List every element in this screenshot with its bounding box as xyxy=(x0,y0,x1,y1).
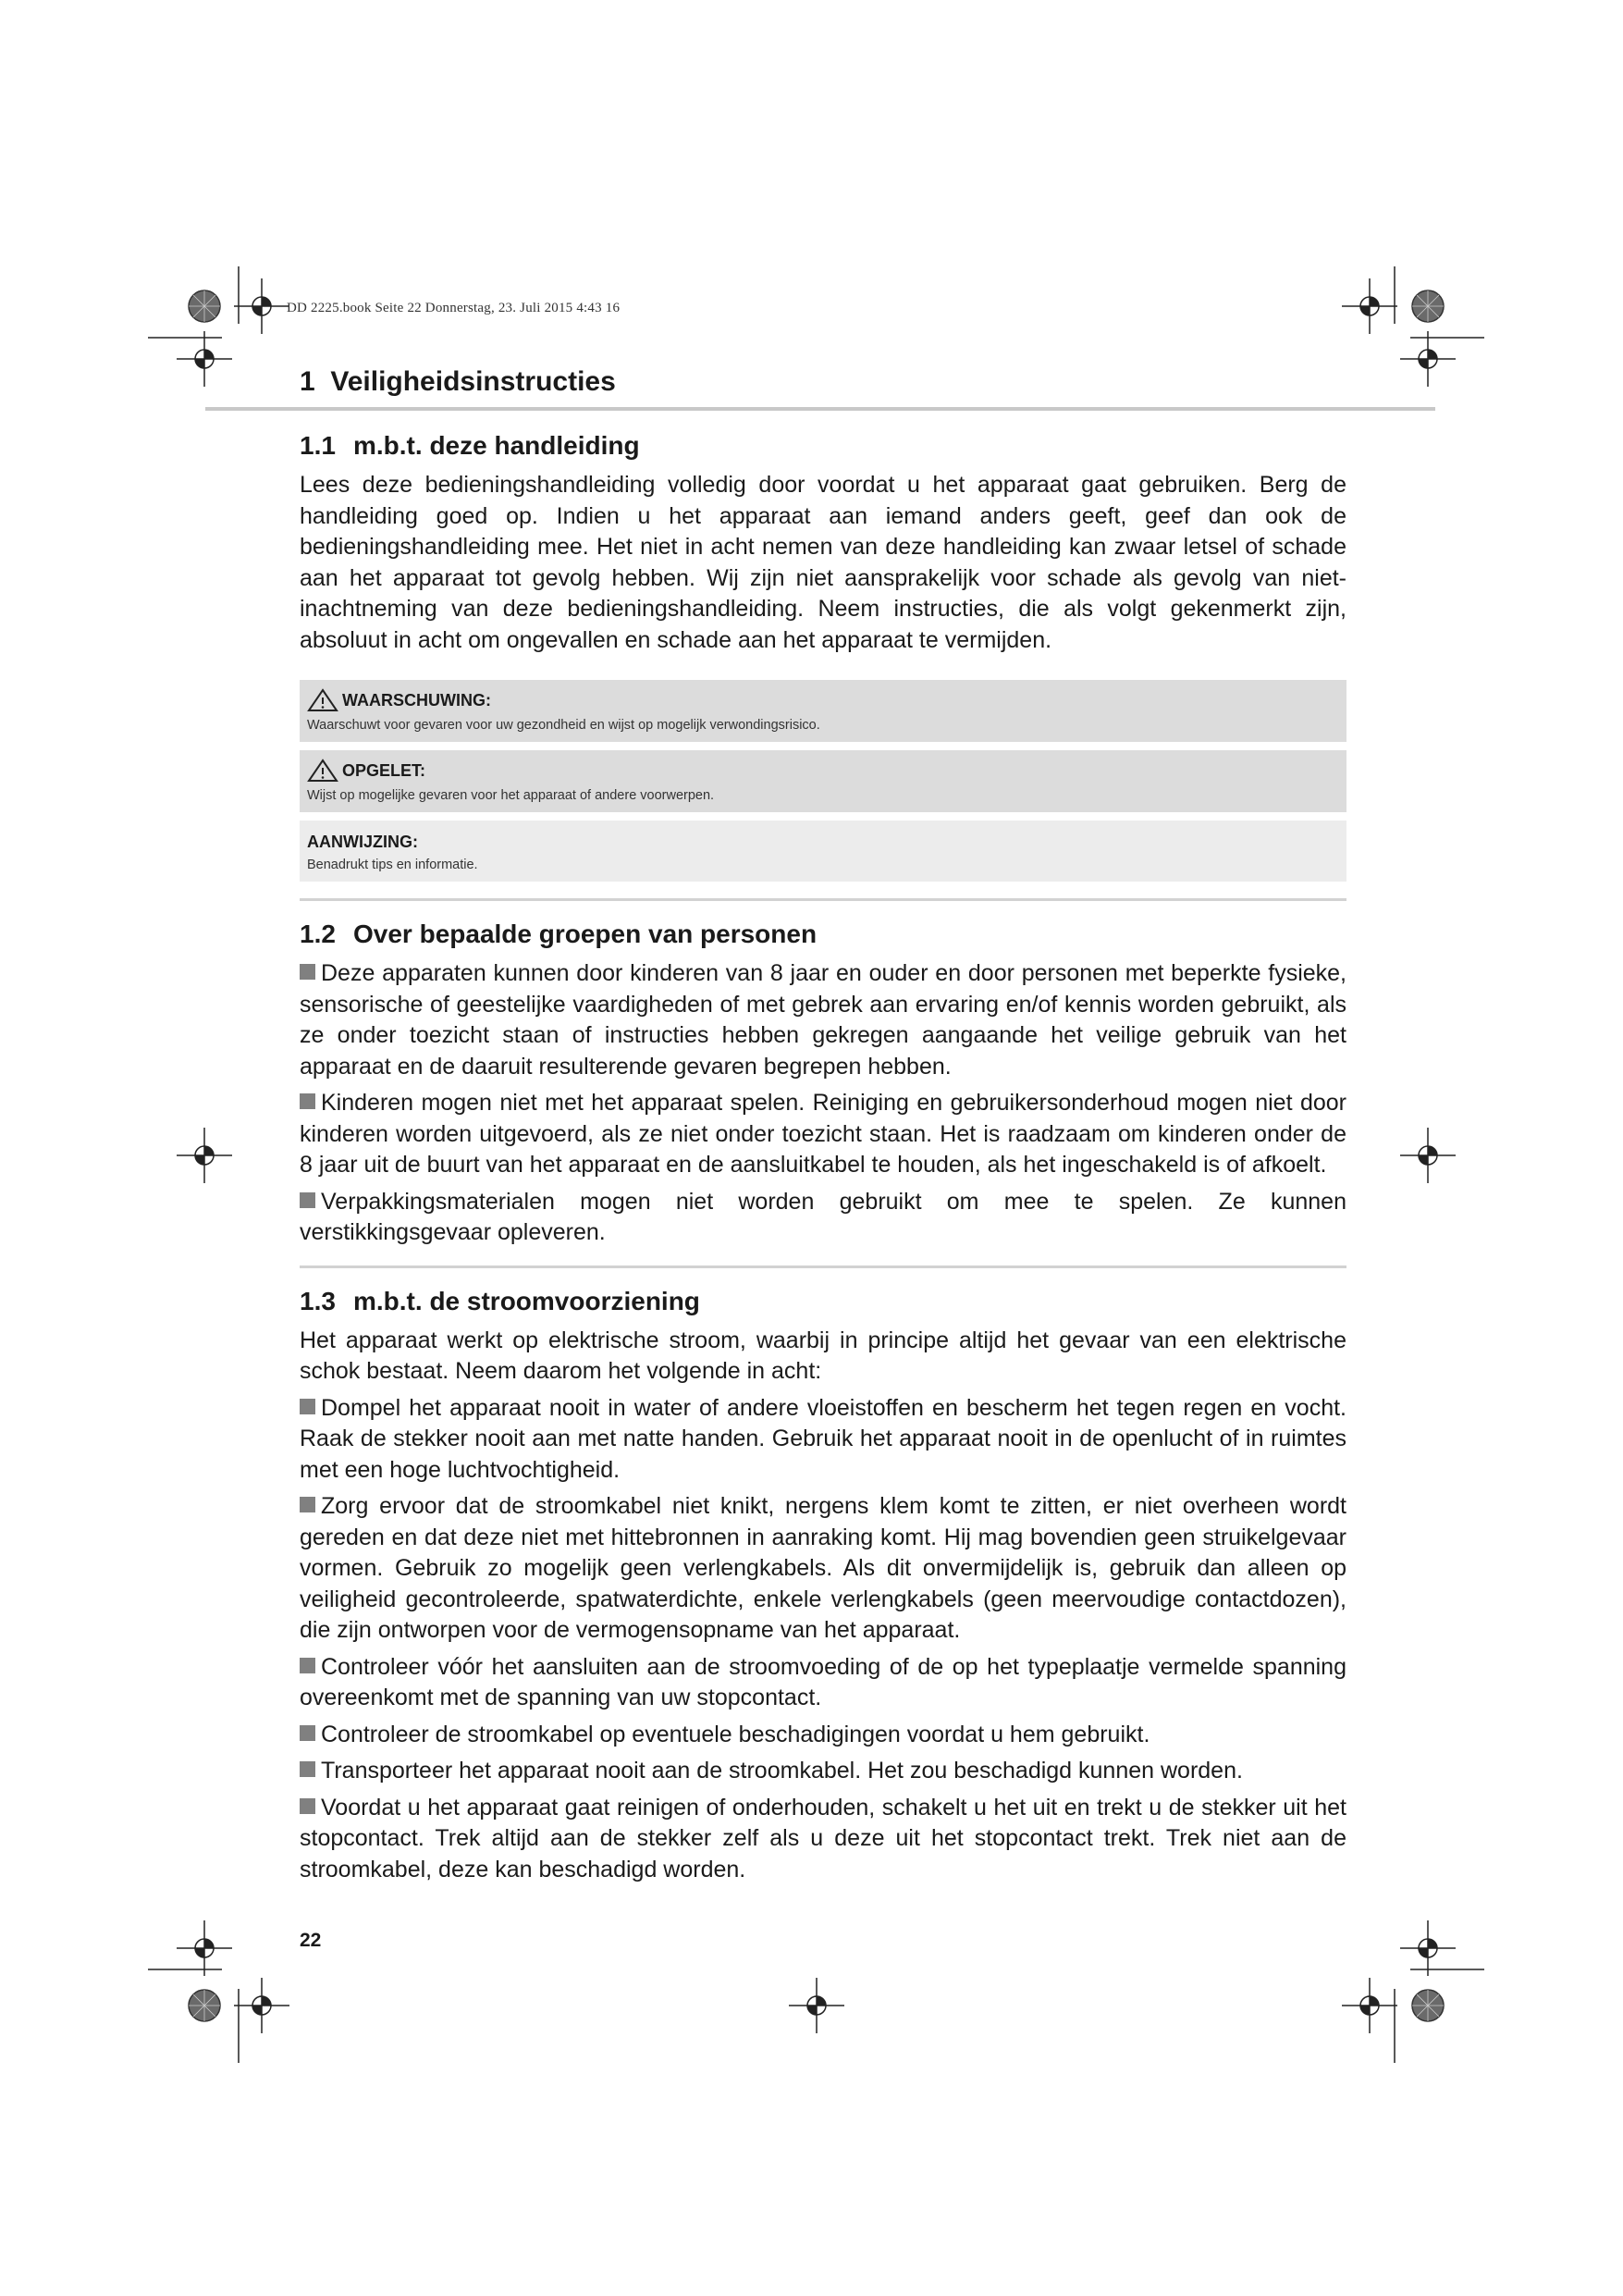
list-item: Deze apparaten kunnen door kinderen van 8 jaar en ouder en door personen met beperkte fysieke, sensorische of geestelijke vaardigheden of met gebrek aan ervaring en/of kennis worden gebruikt, als ze onder toezicht staan of instructies hebben gekregen aangaande het veilige gebruik van het apparaat en de daaruit resulterende gevaren begrepen hebben. xyxy=(300,960,1346,1080)
section-title: m.b.t. de stroomvoorziening xyxy=(353,1286,700,1315)
callout-note-heading xyxy=(307,833,1339,852)
section-1-3-intro: Het apparaat werkt op elektrische stroom, waarbij in principe altijd het gevaar van een elektrische schok bestaat. Neem daarom het volgende in acht: xyxy=(300,1327,1346,1384)
section-number: 1.1 xyxy=(300,431,336,460)
section-title: m.b.t. deze handleiding xyxy=(353,431,640,460)
bullet-square-icon xyxy=(300,964,315,980)
reg-mark-bottom-center xyxy=(789,1978,844,2033)
page-number: 22 xyxy=(300,1930,322,1951)
callout-text: Waarschuwt voor gevaren voor uw gezondheid en wijst op mogelijk verwondingsrisico. xyxy=(307,718,820,733)
list-item: Controleer vóór het aansluiten aan de stroomvoeding of de op het typeplaatje vermelde spanning overeenkomt met de spanning van uw stopcontact. xyxy=(300,1653,1346,1710)
callout-warning xyxy=(300,680,1346,742)
bullet-square-icon xyxy=(300,1192,315,1208)
section-divider xyxy=(300,898,1346,901)
section-title: Over bepaalde groepen van personen xyxy=(353,920,818,948)
callout-label: OPGELET: xyxy=(342,760,426,780)
bullet-square-icon xyxy=(300,1798,315,1814)
reg-mark-right-middle xyxy=(1400,1128,1456,1183)
section-number: 1.2 xyxy=(300,920,336,948)
crop-mark-bottom-right xyxy=(1342,1920,1484,2063)
chapter-heading xyxy=(205,366,1435,411)
list-item: Kinderen mogen niet met het apparaat spelen. Reiniging en gebruikersonderhoud mogen niet door kinderen worden uitgevoerd, als ze niet onder toezicht staan. Het is raadzaam om kinderen onder de 8 jaar uit de buurt van het apparaat en de aansluitkabel te houden, als het ingeschakeld is of afkoelt. xyxy=(300,1090,1346,1178)
list-item: Verpakkingsmaterialen mogen niet worden gebruikt om mee te spelen. Ze kunnen verstikkingsgevaar opleveren. xyxy=(300,1188,1346,1245)
bullet-square-icon xyxy=(300,1725,315,1741)
callout-note xyxy=(300,821,1346,882)
list-item: Transporteer het apparaat nooit aan de stroomkabel. Het zou beschadigd kunnen worden. xyxy=(300,1756,1346,1787)
section-heading-1-2 xyxy=(300,920,1346,949)
bullet-square-icon xyxy=(300,1497,315,1512)
section-heading-1-1 xyxy=(300,431,1346,461)
callout-warning-heading xyxy=(307,688,1339,712)
reg-mark-left-middle xyxy=(177,1128,232,1183)
list-item: Dompel het apparaat nooit in water of andere vloeistoffen en bescherm het tegen regen en vocht. Raak de stekker nooit aan met natte handen. Gebruik het apparaat nooit in de openlucht of in ruimtes met een hoge luchtvochtigheid. xyxy=(300,1394,1346,1483)
callout-label: WAARSCHUWING: xyxy=(342,690,491,710)
list-item: Zorg ervoor dat de stroomkabel niet knikt, nergens klem komt te zitten, er niet overheen wordt gereden en dat deze niet met hittebronnen in aanraking komt. Hij mag bovendien geen struikelgevaar vormen. Gebruik zo mogelijk geen verlengkabels. Als dit onvermijdelijk is, gebruik dan alleen op veiligheid gecontroleerde, spatwaterdichte, enkele verlengkabels (geen meervoudige contactdozen), die zijn ontworpen voor de vermogensopname van het apparaat. xyxy=(300,1493,1346,1643)
chapter-title: Veiligheidsinstructies xyxy=(330,366,616,397)
bullet-square-icon xyxy=(300,1093,315,1109)
section-1-1-body: Lees deze bedieningshandleiding volledig door voordat u het apparaat gaat gebruiken. Berg de handleiding goed op. Indien u het apparaat aan iemand anders geeft, geef dan ook de bedieningshandleiding mee. Het niet in acht nemen van deze handleiding kan zwaar letsel of schade aan het apparaat tot gevolg hebben. Wij zijn niet aansprakelijk voor schade als gevolg van niet-inachtneming van deze bedieningshandleiding. Neem instructies, die als volgt gekenmerkt zijn, absoluut in acht om ongevallen en schade aan het apparaat te vermijden. xyxy=(300,472,1346,653)
callout-caution xyxy=(300,750,1346,812)
callout-text: Benadrukt tips en informatie. xyxy=(307,858,478,872)
section-number: 1.3 xyxy=(300,1286,336,1315)
bullet-square-icon xyxy=(300,1761,315,1777)
section-heading-1-3 xyxy=(300,1287,1346,1316)
chapter-number: 1 xyxy=(300,366,315,397)
bullet-square-icon xyxy=(300,1399,315,1414)
warning-triangle-icon xyxy=(307,688,338,712)
print-info-header: DD 2225.book Seite 22 Donnerstag, 23. Juli 2015 4:43 16 xyxy=(287,301,621,315)
list-item: Voordat u het apparaat gaat reinigen of onderhouden, schakelt u het uit en trekt u de stekker uit het stopcontact. Trek altijd aan de stekker zelf als u deze uit het stopcontact trekt. Trek niet aan de stroomkabel, deze kan beschadigd worden. xyxy=(300,1794,1346,1882)
crop-mark-bottom-left xyxy=(148,1920,289,2063)
callout-label: AANWIJZING: xyxy=(307,833,418,851)
callout-caution-heading xyxy=(307,759,1339,783)
callout-text: Wijst op mogelijke gevaren voor het apparaat of andere voorwerpen. xyxy=(307,788,715,803)
page-content xyxy=(300,366,1346,1891)
bullet-square-icon xyxy=(300,1658,315,1673)
list-item: Controleer de stroomkabel op eventuele beschadigingen voordat u hem gebruikt. xyxy=(300,1720,1346,1751)
warning-triangle-icon xyxy=(307,759,338,783)
section-divider xyxy=(300,1265,1346,1268)
